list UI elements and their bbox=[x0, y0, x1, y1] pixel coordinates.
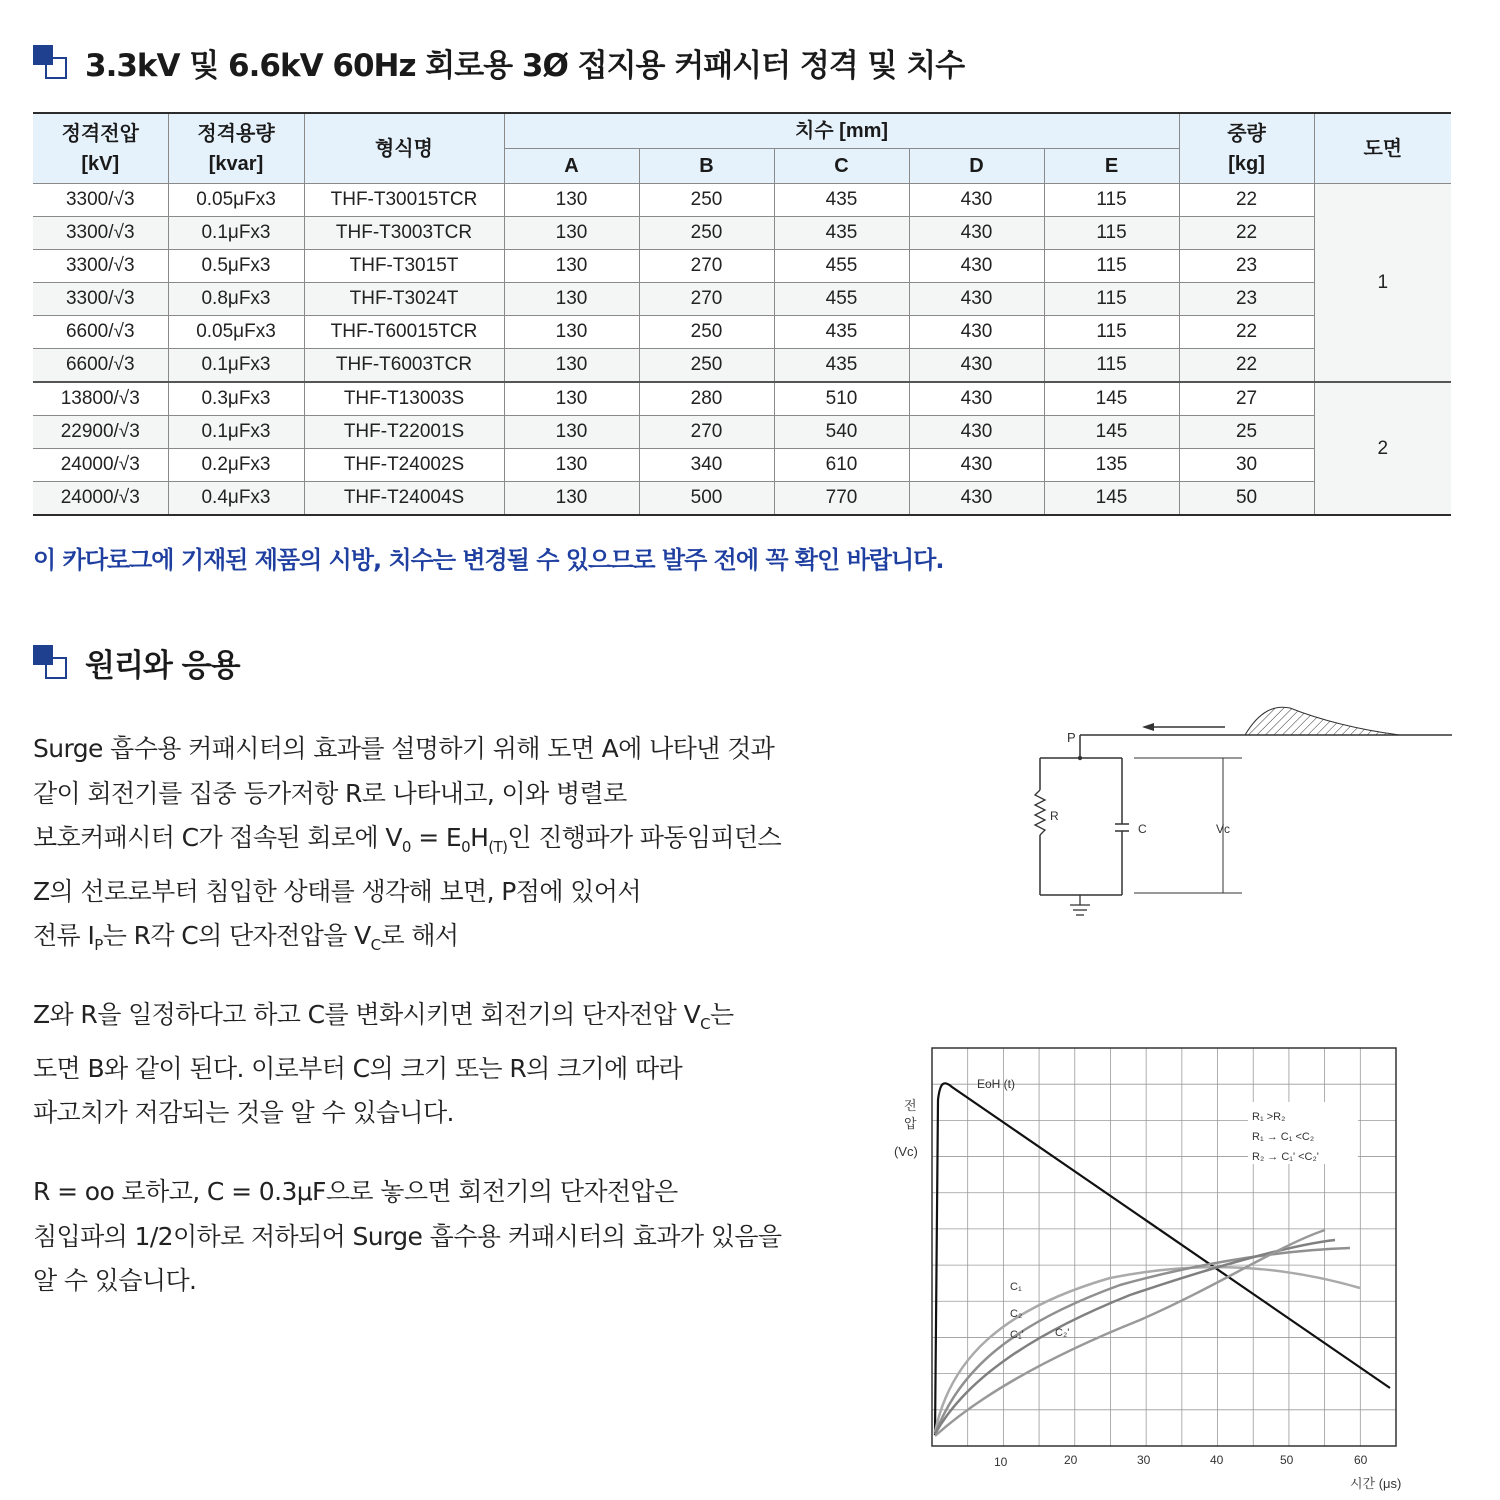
curve-label: C₁' bbox=[1010, 1329, 1024, 1341]
vc-label: Vc bbox=[1216, 822, 1231, 836]
x-tick-label: 40 bbox=[1210, 1453, 1224, 1467]
legend-item: R₂ → C₁' <C₂' bbox=[1252, 1151, 1319, 1163]
x-tick-label: 30 bbox=[1137, 1453, 1151, 1467]
header-dim-a: A bbox=[504, 149, 639, 184]
header-rated-voltage: 정격전압 [kV] bbox=[33, 113, 168, 184]
table-cell: 0.05μFx3 bbox=[168, 184, 304, 217]
table-cell: 250 bbox=[639, 349, 774, 383]
table-cell: 610 bbox=[774, 449, 909, 482]
table-cell: 0.5μFx3 bbox=[168, 250, 304, 283]
table-cell: 430 bbox=[909, 482, 1044, 516]
curve-label: C₂' bbox=[1055, 1327, 1070, 1339]
x-tick-label: 60 bbox=[1354, 1453, 1368, 1467]
y-axis-label-3: (Vc) bbox=[894, 1144, 918, 1159]
x-tick-label: 10 bbox=[994, 1455, 1008, 1469]
table-cell: 0.3μFx3 bbox=[168, 382, 304, 416]
table-cell: 22 bbox=[1179, 349, 1314, 383]
table-cell: 430 bbox=[909, 416, 1044, 449]
table-cell: 430 bbox=[909, 316, 1044, 349]
capacitor-label: C bbox=[1138, 822, 1147, 836]
response-curve-c1p bbox=[935, 1240, 1335, 1434]
x-tick-label: 50 bbox=[1280, 1453, 1294, 1467]
table-cell: 430 bbox=[909, 283, 1044, 316]
x-axis-label: 시간 (μs) bbox=[1350, 1476, 1402, 1491]
table-cell: 430 bbox=[909, 382, 1044, 416]
table-cell: 0.1μFx3 bbox=[168, 416, 304, 449]
header-weight: 중량 [kg] bbox=[1179, 113, 1314, 184]
table-cell: THF-T13003S bbox=[304, 382, 504, 416]
text-line: 알 수 있습니다. bbox=[33, 1266, 197, 1295]
ground-icon bbox=[1070, 895, 1090, 915]
table-row bbox=[33, 349, 1451, 383]
table-cell: 24000/√3 bbox=[33, 449, 168, 482]
table-cell: 250 bbox=[639, 316, 774, 349]
table-cell: 6600/√3 bbox=[33, 316, 168, 349]
table-cell: 430 bbox=[909, 217, 1044, 250]
table-cell: 22 bbox=[1179, 217, 1314, 250]
spec-table bbox=[33, 112, 1451, 516]
text-line: Surge 흡수용 커패시터의 효과를 설명하기 위해 도면 A에 나타낸 것과 bbox=[33, 734, 775, 763]
text-line: 침입파의 1/2이하로 저하되어 Surge 흡수용 커패시터의 효과가 있음을 bbox=[33, 1221, 782, 1251]
section-header-ratings bbox=[33, 40, 964, 85]
resistor-label: R bbox=[1050, 809, 1059, 823]
response-curve-c2 bbox=[935, 1248, 1350, 1434]
table-cell: 270 bbox=[639, 283, 774, 316]
paragraph-3 bbox=[33, 1170, 781, 1304]
table-cell: 0.2μFx3 bbox=[168, 449, 304, 482]
table-cell: 435 bbox=[774, 184, 909, 217]
table-cell: 130 bbox=[504, 316, 639, 349]
header-dim-b: B bbox=[639, 149, 774, 184]
incident-wave-label: EoH (t) bbox=[977, 1077, 1016, 1091]
table-cell: 250 bbox=[639, 184, 774, 217]
table-cell: 27 bbox=[1179, 382, 1314, 416]
table-cell: 130 bbox=[504, 349, 639, 383]
table-cell: THF-T3015T bbox=[304, 250, 504, 283]
table-cell: 430 bbox=[909, 449, 1044, 482]
table-cell: 280 bbox=[639, 382, 774, 416]
table-cell: THF-T60015TCR bbox=[304, 316, 504, 349]
table-cell: 455 bbox=[774, 250, 909, 283]
table-cell: THF-T24004S bbox=[304, 482, 504, 516]
x-tick-label: 20 bbox=[1064, 1453, 1078, 1467]
table-cell: 145 bbox=[1044, 482, 1179, 516]
table-cell: 510 bbox=[774, 382, 909, 416]
table-cell: 270 bbox=[639, 250, 774, 283]
table-row bbox=[33, 283, 1451, 316]
text-line: 같이 회전기를 집중 등가저항 R로 나타내고, 이와 병렬로 bbox=[33, 778, 627, 808]
table-row bbox=[33, 449, 1451, 482]
table-cell: 430 bbox=[909, 250, 1044, 283]
table-row bbox=[33, 482, 1451, 516]
table-cell: 3300/√3 bbox=[33, 250, 168, 283]
table-cell: 22 bbox=[1179, 316, 1314, 349]
surge-wave-icon bbox=[1245, 707, 1400, 735]
text-line: Z와 R을 일정하다고 하고 C를 변화시키면 회전기의 단자전압 $V_C$는 bbox=[33, 1000, 734, 1033]
table-row bbox=[33, 184, 1451, 217]
curve-label: C₁ bbox=[1010, 1281, 1022, 1293]
header-dim-c: C bbox=[774, 149, 909, 184]
circuit-diagram bbox=[1020, 700, 1460, 930]
capacitor-icon bbox=[1115, 824, 1129, 831]
table-row bbox=[33, 382, 1451, 416]
table-cell: 130 bbox=[504, 217, 639, 250]
table-cell: 3300/√3 bbox=[33, 184, 168, 217]
table-cell: 6600/√3 bbox=[33, 349, 168, 383]
table-cell: 770 bbox=[774, 482, 909, 516]
table-cell: 3300/√3 bbox=[33, 217, 168, 250]
square-bullet-icon bbox=[33, 45, 69, 81]
drawing-cell: 1 bbox=[1314, 184, 1451, 383]
table-cell: 430 bbox=[909, 349, 1044, 383]
table-row bbox=[33, 217, 1451, 250]
table-cell: 23 bbox=[1179, 250, 1314, 283]
legend-item: R₁ >R₂ bbox=[1252, 1111, 1286, 1123]
table-cell: 115 bbox=[1044, 349, 1179, 383]
table-cell: THF-T6003TCR bbox=[304, 349, 504, 383]
paragraph-2 bbox=[33, 993, 734, 1136]
table-cell: 145 bbox=[1044, 382, 1179, 416]
table-cell: 130 bbox=[504, 184, 639, 217]
text-line: 전류 $I_P$는 R각 C의 단자전압을 $V_C$로 해서 bbox=[33, 921, 459, 954]
drawing-cell: 2 bbox=[1314, 382, 1451, 515]
table-cell: 435 bbox=[774, 316, 909, 349]
table-cell: 50 bbox=[1179, 482, 1314, 516]
table-cell: 22 bbox=[1179, 184, 1314, 217]
header-rated-capacity: 정격용량 [kvar] bbox=[168, 113, 304, 184]
y-axis-label-1: 전 bbox=[904, 1098, 917, 1113]
text-line: R = oo 로하고, C = 0.3μF으로 놓으면 회전기의 단자전압은 bbox=[33, 1177, 678, 1206]
text-line: 도면 B와 같이 된다. 이로부터 C의 크기 또는 R의 크기에 따라 bbox=[33, 1053, 683, 1083]
table-cell: 115 bbox=[1044, 217, 1179, 250]
table-cell: THF-T3024T bbox=[304, 283, 504, 316]
section-title: 3.3kV 및 6.6kV 60Hz 회로용 3Ø 접지용 커패시터 정격 및 치수 bbox=[85, 48, 965, 84]
table-cell: 13800/√3 bbox=[33, 382, 168, 416]
table-row bbox=[33, 416, 1451, 449]
table-cell: 540 bbox=[774, 416, 909, 449]
legend-item: R₁ → C₁ <C₂ bbox=[1252, 1131, 1315, 1143]
table-row bbox=[33, 316, 1451, 349]
table-cell: 130 bbox=[504, 449, 639, 482]
table-cell: 435 bbox=[774, 217, 909, 250]
table-cell: 250 bbox=[639, 217, 774, 250]
table-cell: THF-T24002S bbox=[304, 449, 504, 482]
table-row bbox=[33, 250, 1451, 283]
section-title: 원리와 응용 bbox=[85, 648, 240, 684]
text-line: Z의 선로로부터 침입한 상태를 생각해 보면, P점에 있어서 bbox=[33, 876, 641, 906]
header-dim-e: E bbox=[1044, 149, 1179, 184]
table-cell: 130 bbox=[504, 416, 639, 449]
table-cell: 135 bbox=[1044, 449, 1179, 482]
text-line: 파고치가 저감되는 것을 알 수 있습니다. bbox=[33, 1098, 454, 1127]
voltage-time-graph bbox=[880, 1040, 1440, 1500]
table-cell: THF-T22001S bbox=[304, 416, 504, 449]
square-bullet-icon bbox=[33, 645, 69, 681]
table-cell: 0.4μFx3 bbox=[168, 482, 304, 516]
paragraph-1 bbox=[33, 727, 781, 968]
header-drawing: 도면 bbox=[1314, 113, 1451, 184]
table-cell: THF-T30015TCR bbox=[304, 184, 504, 217]
table-cell: 25 bbox=[1179, 416, 1314, 449]
table-cell: 130 bbox=[504, 283, 639, 316]
notice-text: 이 카다로그에 기재된 제품의 시방, 치수는 변경될 수 있으므로 발주 전에 꼭 확인 바랍니다. bbox=[33, 546, 944, 574]
arrow-left-icon bbox=[1142, 723, 1225, 731]
text-line: 보호커패시터 C가 접속된 회로에 $V_0 = E_0H_{(T)}$인 진행파가 파동임피던스 bbox=[33, 823, 782, 856]
table-cell: 24000/√3 bbox=[33, 482, 168, 516]
table-cell: 435 bbox=[774, 349, 909, 383]
table-cell: 130 bbox=[504, 482, 639, 516]
table-cell: 23 bbox=[1179, 283, 1314, 316]
table-cell: 3300/√3 bbox=[33, 283, 168, 316]
table-cell: 115 bbox=[1044, 250, 1179, 283]
table-cell: 130 bbox=[504, 382, 639, 416]
curve-label: C₂ bbox=[1010, 1308, 1023, 1320]
header-dim-d: D bbox=[909, 149, 1044, 184]
table-cell: 115 bbox=[1044, 184, 1179, 217]
table-cell: 0.1μFx3 bbox=[168, 349, 304, 383]
section-header-principle bbox=[33, 640, 240, 685]
y-axis-label-2: 압 bbox=[904, 1116, 917, 1131]
table-cell: 430 bbox=[909, 184, 1044, 217]
table-cell: 500 bbox=[639, 482, 774, 516]
table-cell: 115 bbox=[1044, 316, 1179, 349]
header-model: 형식명 bbox=[304, 113, 504, 184]
table-cell: THF-T3003TCR bbox=[304, 217, 504, 250]
resistor-icon bbox=[1035, 790, 1045, 835]
table-cell: 145 bbox=[1044, 416, 1179, 449]
table-cell: 340 bbox=[639, 449, 774, 482]
table-cell: 115 bbox=[1044, 283, 1179, 316]
table-cell: 0.8μFx3 bbox=[168, 283, 304, 316]
table-cell: 130 bbox=[504, 250, 639, 283]
table-cell: 22900/√3 bbox=[33, 416, 168, 449]
node-p-label: P bbox=[1067, 730, 1076, 745]
table-cell: 455 bbox=[774, 283, 909, 316]
header-dimensions: 치수 [mm] bbox=[504, 113, 1179, 149]
table-cell: 0.05μFx3 bbox=[168, 316, 304, 349]
table-cell: 270 bbox=[639, 416, 774, 449]
table-cell: 0.1μFx3 bbox=[168, 217, 304, 250]
table-cell: 30 bbox=[1179, 449, 1314, 482]
